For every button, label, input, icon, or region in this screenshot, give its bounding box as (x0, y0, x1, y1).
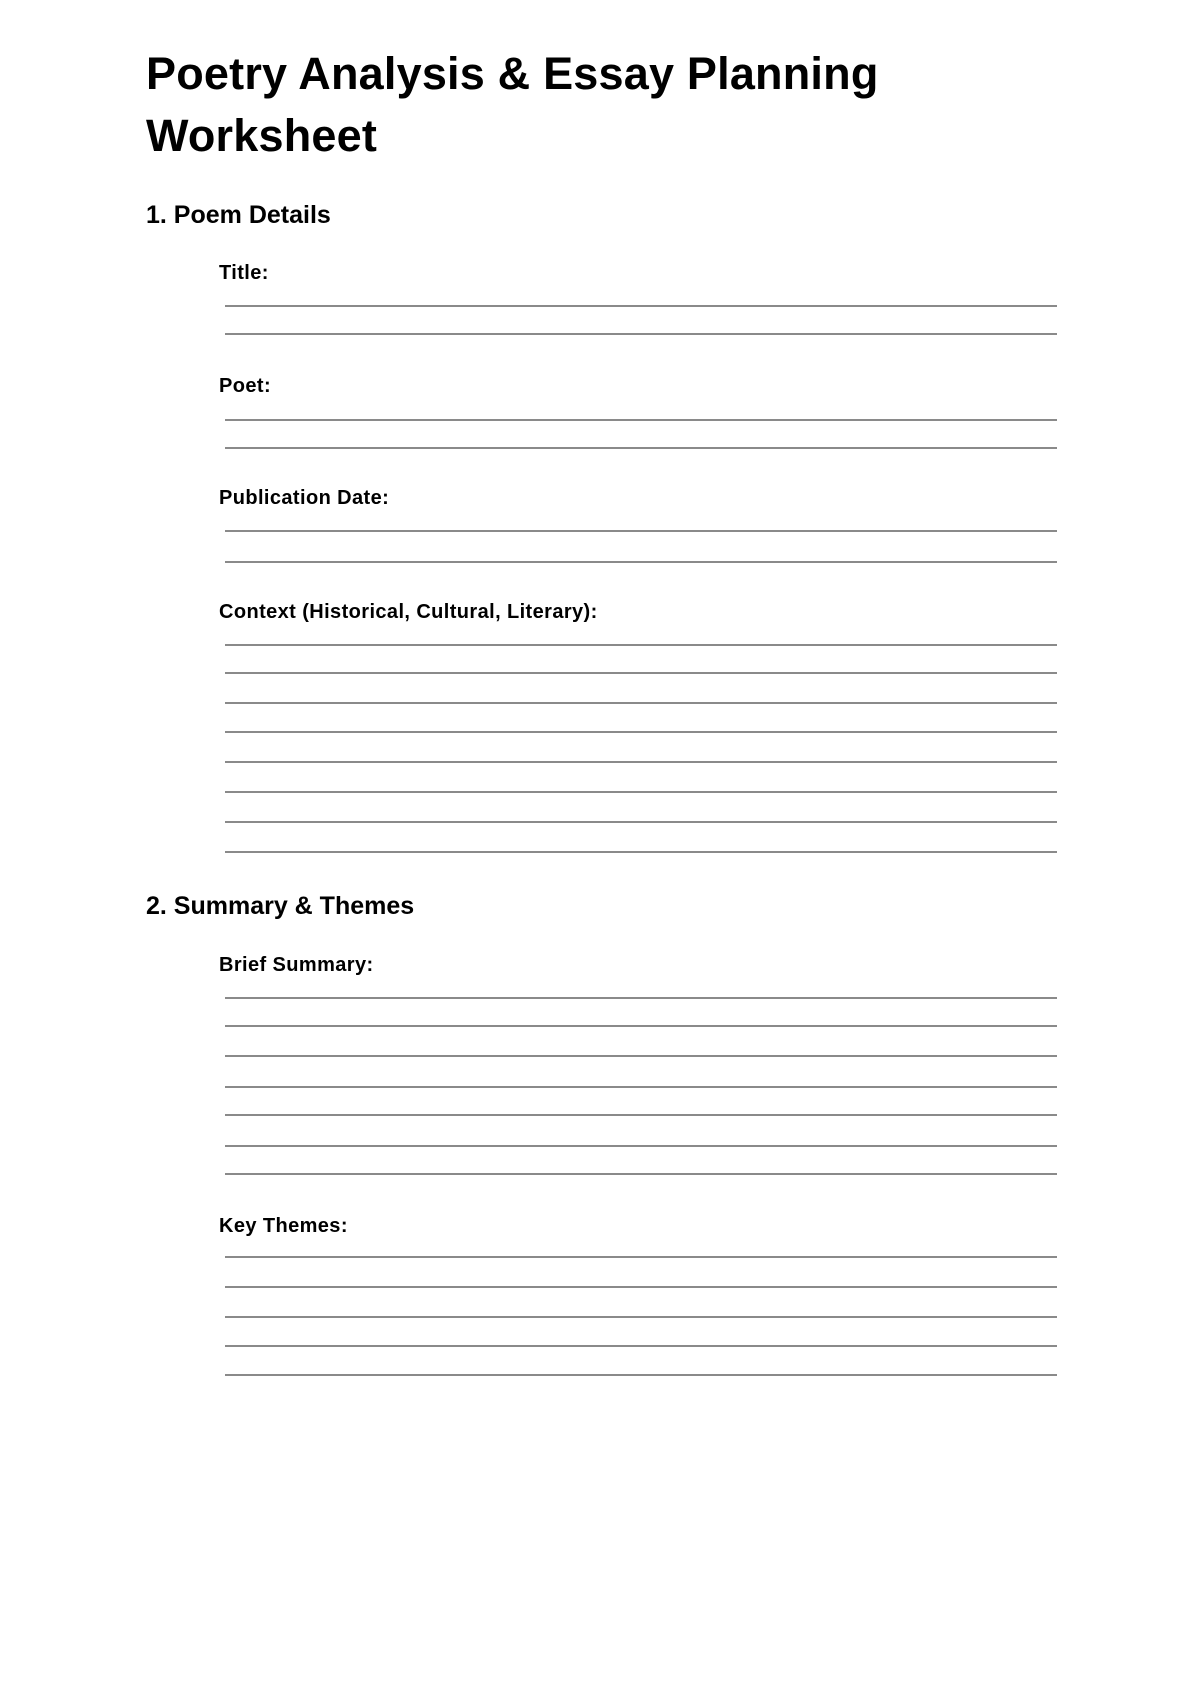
writing-line[interactable] (225, 672, 1057, 674)
writing-line[interactable] (225, 1173, 1057, 1175)
field-label: Context (Historical, Cultural, Literary): (219, 601, 598, 623)
writing-line[interactable] (225, 851, 1057, 853)
writing-line[interactable] (225, 791, 1057, 793)
writing-line[interactable] (225, 447, 1057, 449)
field-label: Poet: (219, 375, 271, 397)
writing-line[interactable] (225, 702, 1057, 704)
worksheet-title-line-2: Worksheet (146, 110, 378, 161)
writing-line[interactable] (225, 1145, 1057, 1147)
writing-line[interactable] (225, 1286, 1057, 1288)
section-heading: 2. Summary & Themes (146, 892, 415, 920)
writing-line[interactable] (225, 731, 1057, 733)
writing-line[interactable] (225, 997, 1057, 999)
section-heading: 1. Poem Details (146, 201, 331, 229)
writing-line[interactable] (225, 419, 1057, 421)
writing-line[interactable] (225, 530, 1057, 532)
writing-line[interactable] (225, 1025, 1057, 1027)
writing-line[interactable] (225, 1316, 1057, 1318)
field-label: Publication Date: (219, 487, 390, 509)
writing-line[interactable] (225, 1256, 1057, 1258)
worksheet-title-line-1: Poetry Analysis & Essay Planning (146, 48, 879, 99)
field-label: Title: (219, 262, 269, 284)
writing-line[interactable] (225, 333, 1057, 335)
writing-line[interactable] (225, 1114, 1057, 1116)
writing-line[interactable] (225, 1374, 1057, 1376)
writing-line[interactable] (225, 561, 1057, 563)
writing-line[interactable] (225, 1345, 1057, 1347)
writing-line[interactable] (225, 761, 1057, 763)
writing-line[interactable] (225, 1086, 1057, 1088)
writing-line[interactable] (225, 1055, 1057, 1057)
writing-line[interactable] (225, 821, 1057, 823)
writing-line[interactable] (225, 644, 1057, 646)
field-label: Key Themes: (219, 1215, 348, 1237)
writing-line[interactable] (225, 305, 1057, 307)
field-label: Brief Summary: (219, 954, 374, 976)
